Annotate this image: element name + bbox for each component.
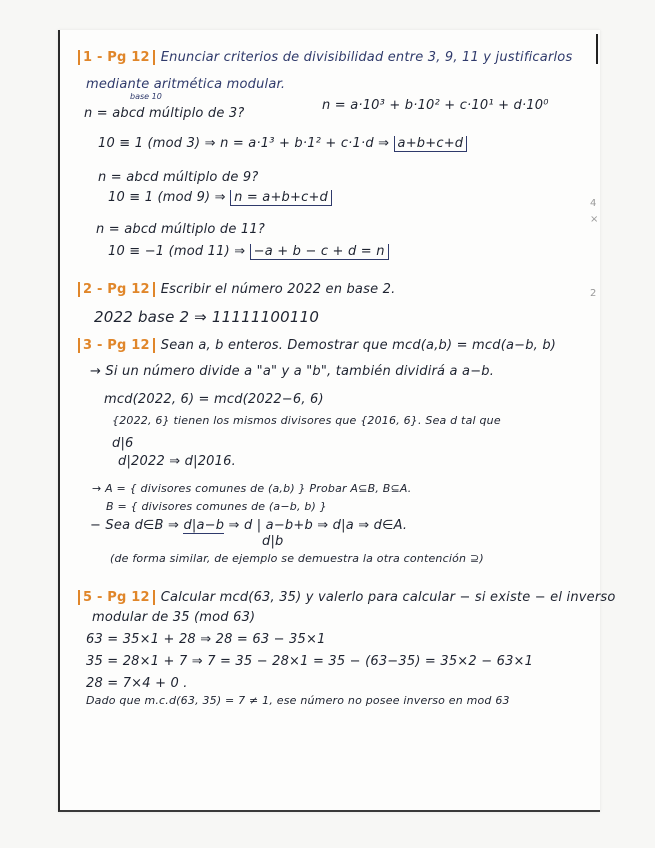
s1-line2 <box>98 136 467 151</box>
s1-title-line <box>78 50 572 65</box>
s1-title-a: Enunciar criterios de divisibilidad entre 3, 9, 11 y justificarlos <box>160 50 573 65</box>
s3-line8b: d|a−b <box>183 518 225 533</box>
s1-line2b: a+b+c+d <box>394 136 468 152</box>
s1-line5: n = abcd múltiplo de 11? <box>96 222 265 237</box>
s1-base-label: base 10 <box>130 92 162 101</box>
s3-line4: d|6 <box>112 436 134 451</box>
s5-line1: 63 = 35×1 + 28 ⇒ 28 = 63 − 35×1 <box>86 632 326 647</box>
s3-line3: {2022, 6} tienen los mismos divisores que {2016, 6}. Sea d tal que <box>112 414 501 427</box>
s3-tag: 3 - Pg 12 <box>78 338 155 353</box>
s5-line3: 28 = 7×4 + 0 . <box>86 676 188 691</box>
margin-mark-2: × <box>590 214 599 225</box>
s3-line8a: − Sea d∈B ⇒ <box>90 518 180 533</box>
s3-line8c: ⇒ d | a−b+b ⇒ d|a ⇒ d∈A. <box>228 518 408 533</box>
s3-line10: (de forma similar, de ejemplo se demuestra la otra contención ⊇) <box>110 552 484 565</box>
s5-title-a: Calcular mcd(63, 35) y valerlo para calcular − si existe − el inverso <box>160 590 616 605</box>
s1-line6b: −a + b − c + d = n <box>250 244 389 260</box>
s1-line6 <box>108 244 389 259</box>
s2-tag: 2 - Pg 12 <box>78 282 155 297</box>
s3-line5: d|2022 ⇒ d|2016. <box>118 454 236 469</box>
s5-tag: 5 - Pg 12 <box>78 590 155 605</box>
s3-line7: B = { divisores comunes de (a−b, b) } <box>106 500 327 513</box>
s1-line1a: n = abcd múltiplo de 3? <box>84 106 245 121</box>
s1-line6a: 10 ≡ −1 (mod 11) ⇒ <box>108 244 246 259</box>
s3-title: Sean a, b enteros. Demostrar que mcd(a,b) = mcd(a−b, b) <box>160 338 557 353</box>
s1-line4 <box>108 190 332 205</box>
s2-title: Escribir el número 2022 en base 2. <box>160 282 396 297</box>
s5-title-line <box>78 590 616 605</box>
s3-line1: → Si un número divide a "a" y a "b", también dividirá a a−b. <box>90 364 495 379</box>
s5-title-b: modular de 35 (mod 63) <box>92 610 256 625</box>
s3-line8 <box>90 518 407 533</box>
s1-title-b: mediante aritmética modular. <box>86 77 286 92</box>
s2-title-line <box>78 282 395 297</box>
s1-line4a: 10 ≡ 1 (mod 9) ⇒ <box>108 190 226 205</box>
s2-result: 2022 base 2 ⇒ 11111100110 <box>94 308 320 326</box>
margin-mark-1: 4 <box>590 198 597 209</box>
s3-line9: d|b <box>262 534 284 549</box>
s1-line2a: 10 ≡ 1 (mod 3) ⇒ n = a·1³ + b·1² + c·1·d ⇒ <box>98 136 390 151</box>
s1-line4b: n = a+b+c+d <box>230 190 332 206</box>
s1-line1b: n = a·10³ + b·10² + c·10¹ + d·10⁰ <box>322 98 549 113</box>
s3-title-line <box>78 338 556 353</box>
s1-line3: n = abcd múltiplo de 9? <box>98 170 259 185</box>
s1-tag: 1 - Pg 12 <box>78 50 155 65</box>
s5-line2: 35 = 28×1 + 7 ⇒ 7 = 35 − 28×1 = 35 − (63−35) = 35×2 − 63×1 <box>86 654 534 669</box>
page-edge-mark <box>596 34 598 64</box>
s5-line4: Dado que m.c.d(63, 35) = 7 ≠ 1, ese número no posee inverso en mod 63 <box>86 694 510 707</box>
s3-line6: → A = { divisores comunes de (a,b) } Probar A⊆B, B⊆A. <box>92 482 412 495</box>
s3-line2: mcd(2022, 6) = mcd(2022−6, 6) <box>104 392 324 407</box>
margin-mark-3: 2 <box>590 288 597 299</box>
